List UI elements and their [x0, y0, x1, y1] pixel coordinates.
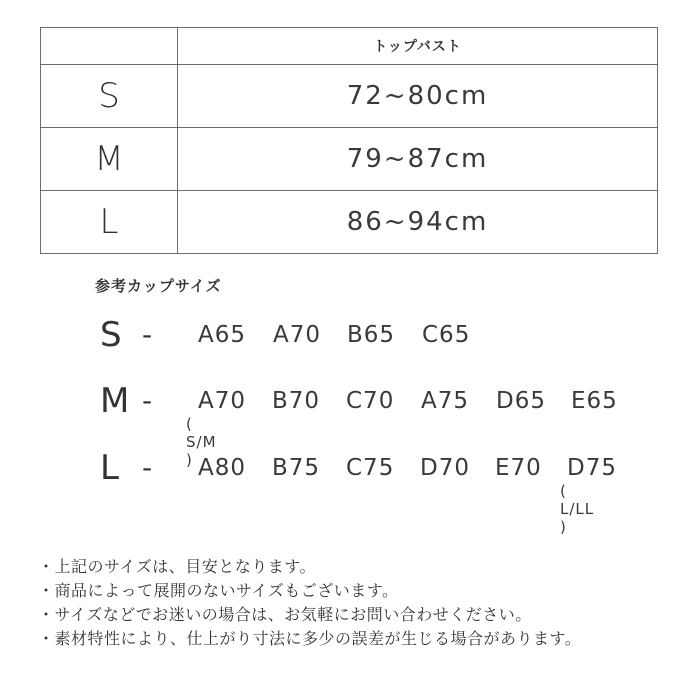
table-header-top-bust: トップバスト: [178, 28, 658, 65]
cup-item: A75: [421, 388, 470, 414]
size-cell: M: [41, 128, 178, 191]
cup-size-letter: S: [100, 315, 122, 355]
note-item: ・商品によって展開のないサイズもございます。: [38, 581, 399, 600]
size-cell: S: [41, 65, 178, 128]
cup-size-letter: L: [100, 448, 119, 488]
cup-item: B65: [347, 322, 396, 348]
bust-range-cell: 72~80cm: [178, 65, 658, 128]
cup-item: C75: [346, 455, 395, 481]
cup-item: D75: [567, 455, 617, 481]
cup-item: B75: [272, 455, 321, 481]
cup-item: E70: [495, 455, 542, 481]
cup-size-title: 参考カップサイズ: [95, 277, 222, 295]
table-header-row: [41, 28, 658, 65]
cup-size-letter: M: [100, 381, 130, 421]
cup-item: A70: [273, 322, 322, 348]
cup-note-sm: ( S/M ): [186, 415, 217, 469]
size-cell: L: [41, 191, 178, 254]
note-item: ・素材特性により、仕上がり寸法に多少の誤差が生じる場合があります。: [38, 629, 582, 648]
cup-item: B70: [272, 388, 321, 414]
cup-item: D70: [420, 455, 470, 481]
cup-item: E65: [571, 388, 618, 414]
cup-item: A80: [198, 455, 247, 481]
table-row: [41, 128, 658, 191]
cup-dash: -: [142, 451, 153, 484]
size-table: [40, 27, 658, 254]
table-row: [41, 65, 658, 128]
cup-item: D65: [496, 388, 546, 414]
note-item: ・サイズなどでお迷いの場合は、お気軽にお問い合わせください。: [38, 605, 532, 624]
cup-dash: -: [142, 318, 153, 351]
notes-list: [38, 555, 581, 651]
cup-note-lll: ( L/LL ): [560, 482, 595, 536]
cup-item: A70: [198, 388, 247, 414]
table-header-empty: [41, 28, 178, 65]
table-row: [41, 191, 658, 254]
cup-item: A65: [198, 322, 247, 348]
note-item: ・上記のサイズは、目安となります。: [38, 557, 316, 576]
cup-dash: -: [142, 384, 153, 417]
cup-item: C65: [422, 322, 471, 348]
cup-item: C70: [346, 388, 395, 414]
bust-range-cell: 86~94cm: [178, 191, 658, 254]
bust-range-cell: 79~87cm: [178, 128, 658, 191]
